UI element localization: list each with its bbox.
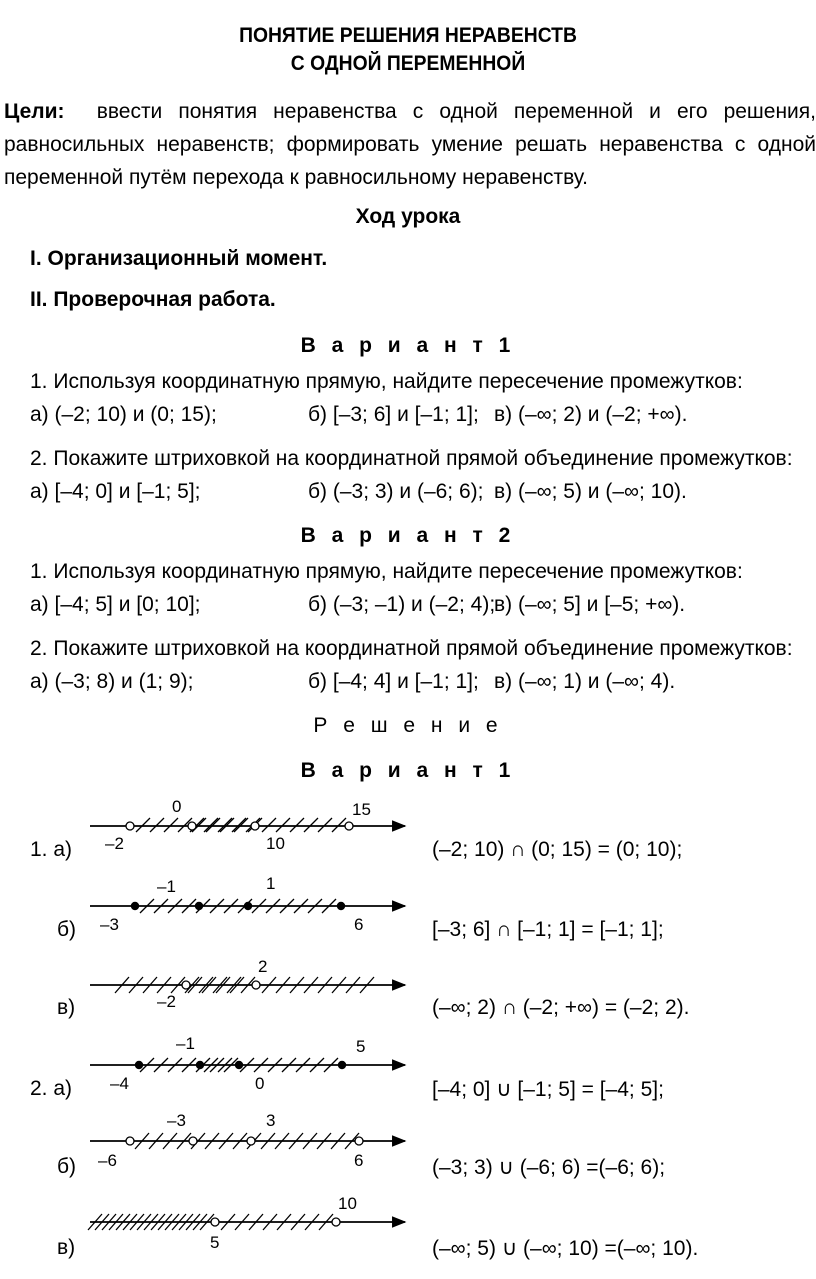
closed-point-icon [195, 902, 203, 910]
closed-point-icon [135, 1061, 143, 1069]
variant2-task1-b: б) (–3; –1) и (–2; 4); [308, 593, 496, 616]
svg-text:–3: –3 [167, 1111, 186, 1130]
variant2-task1-c: в) (–∞; 5] и [–5; +∞). [494, 593, 686, 616]
solution-1c-result: (–∞; 2) ∩ (–2; +∞) = (–2; 2). [432, 996, 690, 1019]
svg-text:–2: –2 [157, 992, 176, 1011]
stage-1: I. Организационный момент. [30, 247, 328, 270]
svg-text:–3: –3 [100, 915, 119, 934]
svg-text:–2: –2 [105, 834, 124, 853]
variant2-task2-a: а) (–3; 8) и (1; 9); [30, 670, 194, 693]
goals-label: Цели: [4, 100, 65, 123]
open-point-icon [355, 1137, 363, 1145]
document-title-line-1: ПОНЯТИЕ РЕШЕНИЯ НЕРАВЕНСТВ [239, 24, 577, 47]
variant1-task1-a: а) (–2; 10) и (0; 15); [30, 403, 217, 426]
number-line-2c [88, 1194, 405, 1252]
number-line-2a [90, 1034, 405, 1093]
number-line-1c [90, 957, 405, 1011]
goals-line-3: переменной путём перехода к равносильному неравенству. [4, 166, 589, 189]
open-point-icon [188, 822, 196, 830]
closed-point-icon [196, 1061, 204, 1069]
open-point-icon [126, 822, 134, 830]
svg-text:6: 6 [354, 1151, 364, 1170]
closed-point-icon [131, 902, 139, 910]
goals-line-1: Цели: ввести понятия неравенства с одной переменной и его решения, [4, 100, 816, 123]
variant2-task2: 2. Покажите штриховкой на координатной прямой объединение промежутков: [30, 637, 793, 660]
open-point-icon [182, 981, 190, 989]
svg-text:5: 5 [356, 1037, 366, 1056]
solution-2c-result: (–∞; 5) ∪ (–∞; 10) =(–∞; 10). [432, 1237, 699, 1260]
svg-text:6: 6 [354, 915, 364, 934]
variant1-task2-c: в) (–∞; 5) и (–∞; 10). [494, 480, 687, 503]
open-point-icon [189, 1137, 197, 1145]
open-point-icon [252, 981, 260, 989]
number-lines-diagram [0, 790, 816, 1270]
solution-1b-label: б) [57, 918, 77, 941]
solution-2b-label: б) [57, 1155, 77, 1178]
svg-text:1: 1 [266, 874, 276, 893]
solution-1c-label: в) [57, 996, 76, 1019]
open-point-icon [345, 822, 353, 830]
stage-2: II. Проверочная работа. [30, 288, 276, 311]
solution-1a-label: 1. а) [30, 838, 73, 861]
open-point-icon [247, 1137, 255, 1145]
variant1-task2-b: б) (–3; 3) и (–6; 6); [308, 480, 484, 503]
open-point-icon [332, 1218, 340, 1226]
svg-text:5: 5 [210, 1233, 220, 1252]
solution-heading: Р е ш е н и е [313, 714, 503, 737]
variant2-task1-a: а) [–4; 5] и [0; 10]; [30, 593, 201, 616]
variant2-task2-c: в) (–∞; 1) и (–∞; 4). [494, 670, 676, 693]
closed-point-icon [338, 1061, 346, 1069]
variant2-title: В а р и а н т 2 [300, 524, 516, 547]
variant1-task2-a: а) [–4; 0] и [–1; 5]; [30, 480, 201, 503]
number-line-1b [90, 874, 405, 934]
svg-text:2: 2 [258, 957, 268, 976]
solution-2c-label: в) [57, 1236, 76, 1259]
svg-text:15: 15 [352, 800, 371, 819]
document-title-line-2: С ОДНОЙ ПЕРЕМЕННОЙ [290, 52, 526, 75]
svg-text:–1: –1 [176, 1034, 195, 1053]
variant2-task1: 1. Используя координатную прямую, найдите пересечение промежутков: [30, 560, 743, 583]
svg-text:3: 3 [266, 1111, 276, 1130]
closed-point-icon [235, 1061, 243, 1069]
solution-2b-result: (–3; 3) ∪ (–6; 6) =(–6; 6); [432, 1156, 666, 1179]
svg-text:–6: –6 [98, 1151, 117, 1170]
solution-2a-result: [–4; 0] ∪ [–1; 5] = [–4; 5]; [432, 1078, 664, 1101]
open-point-icon [211, 1218, 219, 1226]
goals-line-2: равносильных неравенств; формировать умение решать неравенства с одной [4, 133, 816, 156]
closed-point-icon [337, 902, 345, 910]
variant1-task1-c: в) (–∞; 2) и (–2; +∞). [494, 403, 688, 426]
variant1-task1-b: б) [–3; 6] и [–1; 1]; [308, 403, 479, 426]
solution-1b-result: [–3; 6] ∩ [–1; 1] = [–1; 1]; [432, 918, 664, 941]
svg-text:0: 0 [255, 1074, 265, 1093]
variant2-task2-b: б) [–4; 4] и [–1; 1]; [308, 670, 479, 693]
goals-paragraph [4, 95, 816, 194]
svg-text:10: 10 [338, 1194, 357, 1213]
solution-1a-result: (–2; 10) ∩ (0; 15) = (0; 10); [432, 838, 683, 861]
svg-text:0: 0 [172, 797, 182, 816]
open-point-icon [251, 822, 259, 830]
svg-text:–4: –4 [110, 1074, 129, 1093]
lesson-heading: Ход урока [355, 205, 461, 228]
solution-2a-label: 2. а) [30, 1077, 73, 1100]
variant1-task2: 2. Покажите штриховкой на координатной прямой объединение промежутков: [30, 447, 793, 470]
svg-text:–1: –1 [157, 877, 176, 896]
closed-point-icon [244, 902, 252, 910]
number-line-2b [90, 1111, 405, 1170]
number-line-1a [90, 797, 405, 853]
variant1-title: В а р и а н т 1 [300, 334, 516, 357]
variant1-task1: 1. Используя координатную прямую, найдите пересечение промежутков: [30, 370, 743, 393]
solution-variant-title: В а р и а н т 1 [300, 759, 516, 782]
svg-text:10: 10 [266, 834, 285, 853]
open-point-icon [126, 1137, 134, 1145]
